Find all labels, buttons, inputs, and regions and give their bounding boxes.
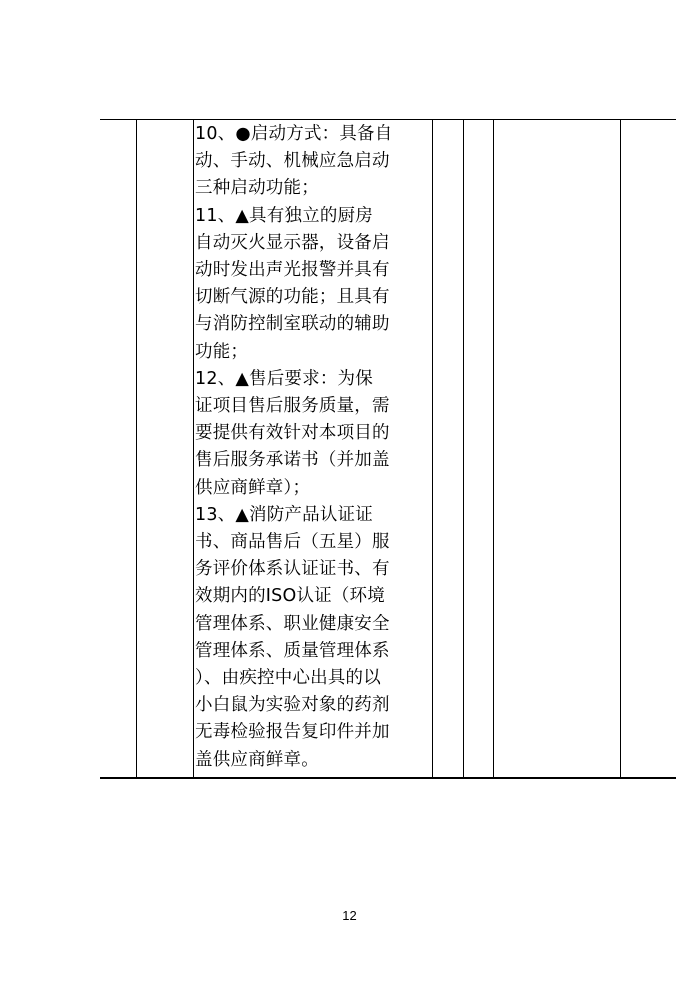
text-line: 无毒检验报告复印件并加 xyxy=(195,722,390,743)
text-line: 盖供应商鲜章。 xyxy=(195,749,319,770)
column-divider xyxy=(463,119,464,777)
table-bottom-border xyxy=(100,777,676,779)
table-top-border xyxy=(100,119,676,120)
column-divider xyxy=(493,119,494,777)
text-line: 自动灭火显示器，设备启 xyxy=(195,232,390,253)
text-line: 10、●启动方式：具备自 xyxy=(195,124,393,144)
text-line: 切断气源的功能；且具有 xyxy=(195,287,390,308)
text-line: 要提供有效针对本项目的 xyxy=(195,423,390,444)
text-line: 小白鼠为实验对象的药剂 xyxy=(195,695,390,716)
text-line: 供应商鲜章）； xyxy=(195,477,311,498)
column-divider xyxy=(193,119,194,777)
column-divider xyxy=(136,119,137,777)
text-line: ）、由疾控中心出具的以 xyxy=(195,668,381,689)
text-line: 证项目售后服务质量，需 xyxy=(195,396,390,417)
text-line: 三种启动功能； xyxy=(195,178,319,199)
page-number: 12 xyxy=(342,908,357,923)
text-line: 售后服务承诺书（并加盖 xyxy=(195,450,390,471)
text-line: 书、商品售后（五星）服 xyxy=(195,532,390,553)
text-line: 务评价体系认证证书、有 xyxy=(195,559,390,580)
text-line: 与消防控制室联动的辅助 xyxy=(195,314,390,335)
requirements-cell xyxy=(195,121,435,774)
text-line: 11、▲具有独立的厨房 xyxy=(195,205,373,226)
text-line: 功能； xyxy=(195,341,249,362)
text-line: 动、手动、机械应急启动 xyxy=(195,151,390,172)
text-line: 效期内的ISO认证（环境 xyxy=(195,586,385,607)
text-line: 12、▲售后要求：为保 xyxy=(195,368,373,389)
text-line: 13、▲消防产品认证证 xyxy=(195,504,373,525)
column-divider xyxy=(620,119,621,777)
text-line: 管理体系、质量管理体系 xyxy=(195,640,390,661)
text-line: 管理体系、职业健康安全 xyxy=(195,613,390,634)
text-line: 动时发出声光报警并具有 xyxy=(195,260,390,281)
